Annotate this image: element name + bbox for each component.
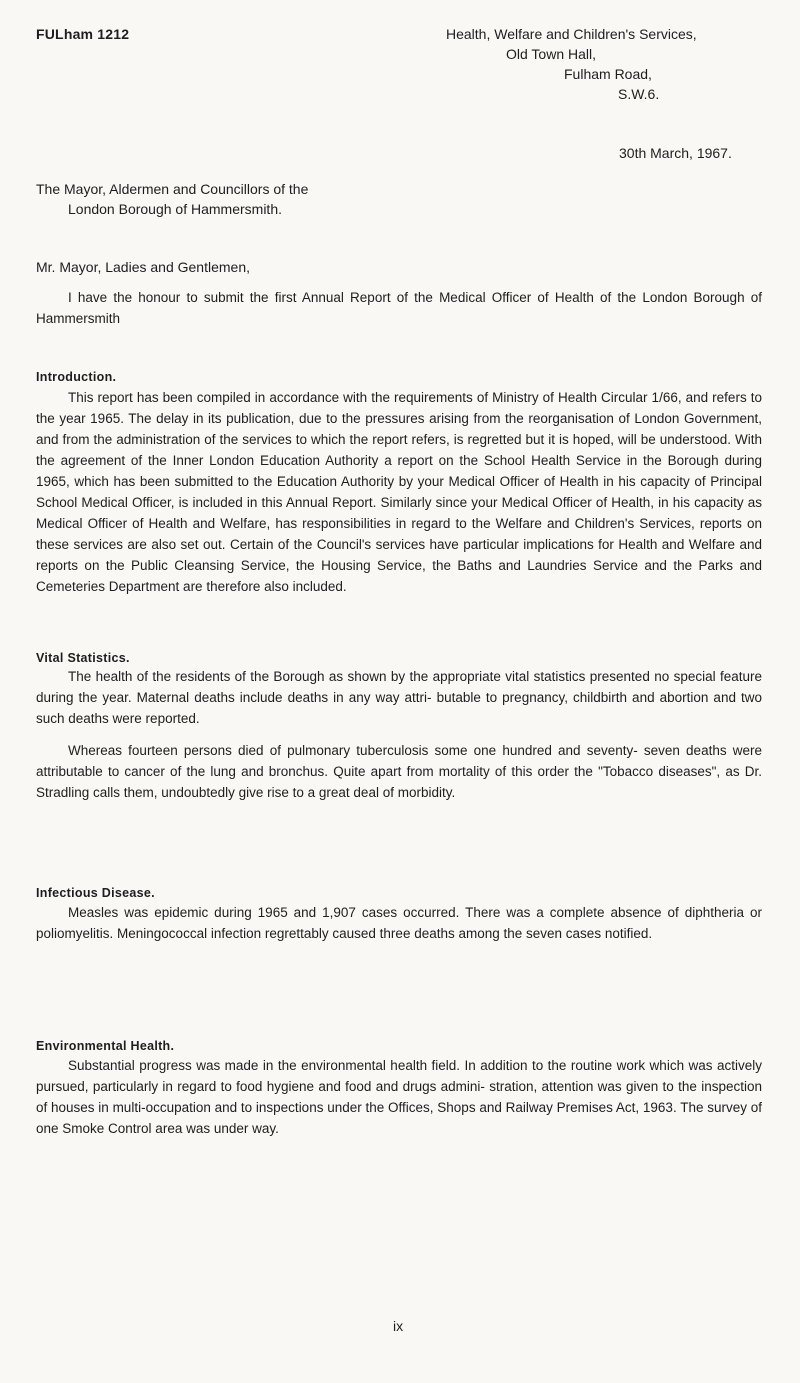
opening-paragraph-block	[36, 287, 762, 329]
infectious-disease-heading: Infectious Disease.	[36, 886, 155, 900]
infectious-disease-section	[36, 902, 762, 944]
address-line-postcode: S.W.6.	[618, 86, 660, 102]
vital-statistics-section	[36, 666, 762, 803]
environmental-health-paragraph: Substantial progress was made in the environmental health field. In addition to the routine work which was actively pursued, particularly in regard to food hygiene and food and drugs admini- stration, attention was given to the inspection of houses in multi-occupation and to inspections under the Offices, Shops and Railway Premises Act, 1963. The survey of one Smoke Control area was under way.	[36, 1058, 762, 1136]
vital-statistics-paragraph-2: Whereas fourteen persons died of pulmonary tuberculosis some one hundred and seventy- seven deaths were attributable to cancer of the lung and bronchus. Quite apart from mortality of this order the "Tobacco diseases", as Dr. Stradling calls them, undoubtedly give rise to a great deal of morbidity.	[36, 743, 762, 800]
introduction-section	[36, 387, 762, 597]
address-line-street: Fulham Road,	[564, 66, 652, 82]
environmental-health-section	[36, 1055, 762, 1139]
recipient-address	[36, 179, 736, 219]
letter-date: 30th March, 1967.	[619, 145, 732, 161]
sender-address	[446, 24, 776, 104]
environmental-health-heading: Environmental Health.	[36, 1039, 175, 1053]
infectious-disease-paragraph: Measles was epidemic during 1965 and 1,907 cases occurred. There was a complete absence of diphtheria or poliomyelitis. Meningococcal infection regrettably caused three deaths among the seven cases notified.	[36, 905, 762, 941]
introduction-paragraph: This report has been compiled in accordance with the requirements of Ministry of Health Circular 1/66, and refers to the year 1965. The delay in its publication, due to the pressures arising from the reorganisation of London Government, and from the administration of the services to which the report refers, is regretted but it is hoped, will be understood. With the agreement of the Inner London Education Authority a report on the School Health Service in the Borough during 1965, which has been submitted to the Education Authority by your Medical Officer of Health in his capacity of Principal School Medical Officer, is included in this Annual Report. Similarly since your Medical Officer of Health, in his capacity as Medical Officer of Health and Welfare, has responsibilities in regard to the Welfare and Children's Services, reports on these services are also set out. Certain of the Council's services have particular implications for Health and Welfare and reports on the Public Cleansing Service, the Housing Service, the Baths and Laundries Service and the Parks and Cemeteries Department are therefore also included.	[36, 390, 762, 594]
recipient-line-2: London Borough of Hammersmith.	[68, 201, 282, 217]
vital-statistics-heading: Vital Statistics.	[36, 651, 130, 665]
page-number: ix	[393, 1318, 404, 1334]
salutation: Mr. Mayor, Ladies and Gentlemen,	[36, 259, 250, 275]
address-line-building: Old Town Hall,	[506, 46, 597, 62]
recipient-line-1: The Mayor, Aldermen and Councillors of the	[36, 181, 309, 197]
telephone-number: FULham 1212	[36, 26, 130, 42]
address-line-department: Health, Welfare and Children's Services,	[446, 26, 697, 42]
opening-paragraph: I have the honour to submit the first Annual Report of the Medical Officer of Health of the London Borough of Hammersmith	[36, 290, 762, 326]
vital-statistics-paragraph-1: The health of the residents of the Borough as shown by the appropriate vital statistics presented no special feature during the year. Maternal deaths include deaths in any way attri- butable to pregnancy, childbirth and abortion and two such deaths were reported.	[36, 669, 762, 726]
introduction-heading: Introduction.	[36, 370, 117, 384]
